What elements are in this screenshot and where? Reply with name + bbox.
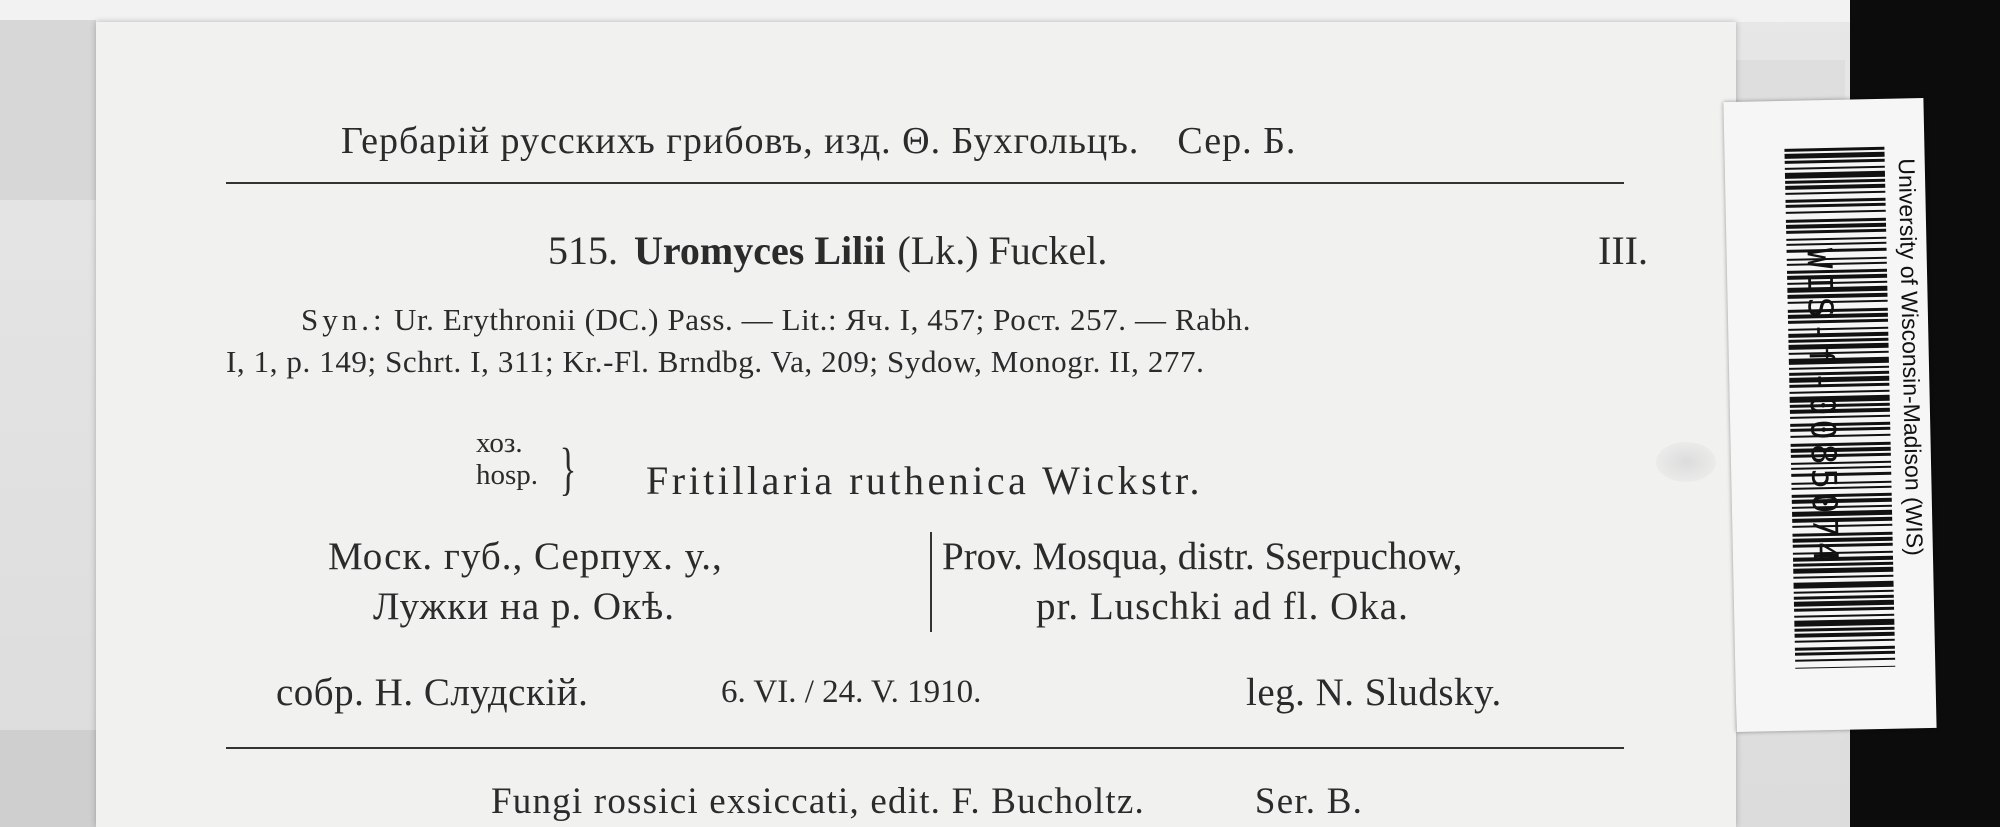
species-stage: III. [1598, 228, 1648, 273]
collector-ru: собр. Н. Слудскій. [276, 671, 589, 714]
host-label-la: hosp. [476, 459, 539, 491]
backing-strip-left-lower [0, 730, 96, 827]
header-series-ru: Сер. Б. [1177, 120, 1297, 162]
bottom-rule [226, 747, 1624, 749]
barcode-bar [1786, 203, 1886, 208]
header-title [341, 119, 1296, 163]
collector-la: leg. N. Sludsky. [1246, 671, 1502, 714]
footer-series-la: Ser. B. [1254, 781, 1364, 822]
barcode-bar [1786, 223, 1886, 229]
host-label [476, 427, 538, 491]
locality-ru-line-1: Моск. губ., Серпух. у., [328, 535, 723, 578]
backing-strip-top [0, 0, 1850, 22]
synonyms-line-1 [301, 302, 1251, 338]
backing-strip-left-upper [0, 20, 96, 200]
synonyms-line-2: I, 1, p. 149; Schrt. I, 311; Kr.-Fl. Brndbg. Va, 209; Sydow, Monogr. II, 277. [226, 344, 1205, 379]
host-name: Fritillaria ruthenica Wickstr. [646, 458, 1203, 503]
barcode-bar [1785, 159, 1885, 164]
paper-stain [1656, 442, 1716, 482]
barcode-bar [1786, 210, 1886, 214]
host-brace: } [559, 436, 577, 501]
collection-date: 6. VI. / 24. V. 1910. [721, 674, 982, 710]
locality-ru-line-2: Лужки на р. Окѣ. [373, 585, 675, 628]
barcode-tag [1723, 98, 1936, 732]
barcode-bar [1785, 191, 1885, 195]
footer-title [491, 780, 1363, 823]
species-line [548, 227, 1648, 274]
locality-la-line-1: Prov. Mosqua, distr. Sserpuchow, [942, 535, 1463, 578]
barcode-bar [1785, 171, 1885, 179]
barcode-bar [1785, 166, 1885, 170]
top-rule [226, 182, 1624, 184]
herbarium-label [96, 22, 1736, 827]
synonyms-text-1: Ur. Erythronii (DC.) Pass. — Lit.: Яч. I, 457; Рост. 257. — Rabh. [393, 302, 1252, 337]
host-label-ru: хоз. [476, 427, 523, 459]
barcode-bar [1785, 152, 1885, 159]
synonyms-label: Syn.: [301, 302, 386, 337]
footer-title-la: Fungi rossici exsiccati, edit. F. Bucholtz. [491, 781, 1145, 822]
locality-la-line-2: pr. Luschki ad fl. Oka. [1036, 585, 1409, 628]
institution-name: University of Wisconsin-Madison (WIS) [1893, 158, 1928, 556]
header-title-ru: Гербарій русскихъ грибовъ, изд. Θ. Бухгольцъ. [341, 120, 1140, 162]
species-number: 515. [548, 228, 618, 273]
barcode-bar [1786, 229, 1886, 234]
species-name: Uromyces Lilii [634, 228, 886, 273]
locality-divider [930, 532, 932, 632]
catalog-number: WIS-f-0085074 [1798, 247, 1846, 567]
barcode-bar [1785, 184, 1885, 190]
barcode-bar [1786, 242, 1886, 246]
barcode-area [1784, 147, 1896, 709]
species-author: (Lk.) Fuckel. [897, 228, 1108, 273]
barcode-bar [1786, 237, 1886, 241]
